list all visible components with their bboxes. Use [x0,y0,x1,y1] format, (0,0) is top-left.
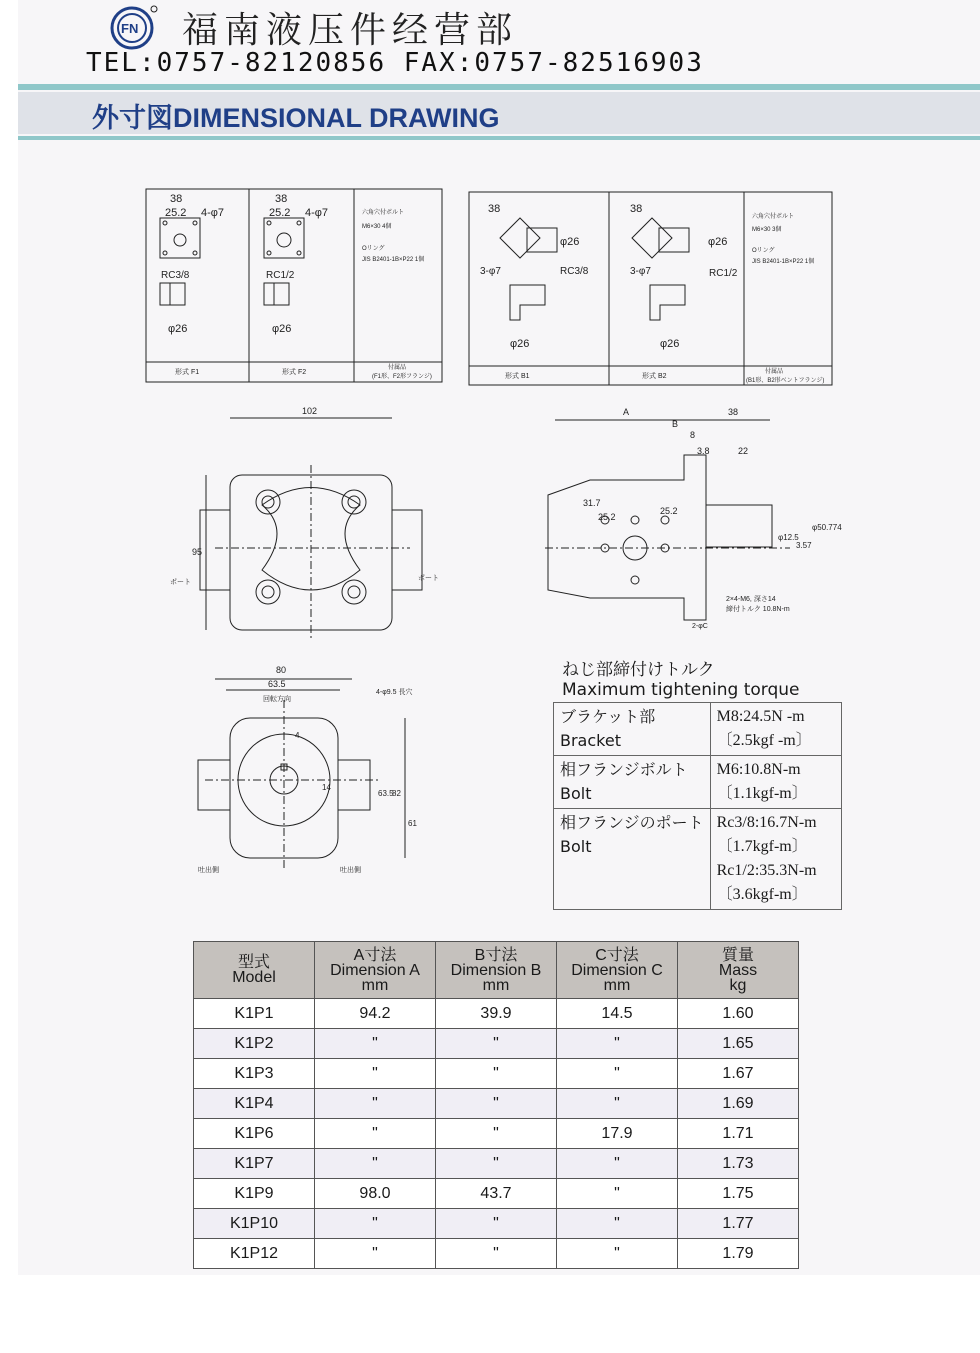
torque-title [562,660,800,700]
cell-model: K1P2 [194,1029,315,1059]
cell-dim-c: " [557,1209,678,1239]
table-row [194,1239,799,1269]
rear-view-drawing [198,679,405,868]
cell-mass: 1.69 [678,1089,799,1119]
b-bolt-spec: 六角穴付ボルト [752,214,795,220]
front-port-right: ポート [418,575,439,582]
cell-model: K1P6 [194,1119,315,1149]
rear-dim-82: 82 [392,789,401,798]
torque-row-flange-port [554,809,842,910]
f1-dim-25: 25.2 [165,207,187,219]
rear-dim-61: 61 [408,819,417,828]
b1-holes: 3-φ7 [480,266,501,277]
table-row [194,1179,799,1209]
cell-mass: 1.77 [678,1209,799,1239]
cell-mass: 1.60 [678,999,799,1029]
torque-table [553,702,842,910]
side-dim-25-2b: 25.2 [660,506,678,516]
f1-dim-phi: φ26 [168,323,188,335]
f2-dim-holes: 4-φ7 [305,207,329,219]
b2-port: RC1/2 [709,268,738,279]
rear-discharge-right: 吐出側 [340,867,361,874]
f2-label: 形式 F2 [282,369,307,376]
cell-model: K1P4 [194,1089,315,1119]
cell-model: K1P7 [194,1149,315,1179]
logo-text: FN [121,21,139,36]
torque-name-en: Bolt [560,837,592,856]
side-view-drawing [545,420,790,620]
company-name: 福南液压件经营部 [182,10,519,51]
cell-dim-a: " [315,1119,436,1149]
cell-dim-c: " [557,1239,678,1269]
torque-value: Rc1/2:35.3N-m [716,862,817,879]
torque-name-en: Bracket [560,731,621,750]
side-tap-torque: 締付トルク 10.8N-m [726,606,790,613]
side-dim-b: B [672,419,679,429]
cell-model: K1P3 [194,1059,315,1089]
torque-value: M6:10.8N-m [716,761,801,778]
side-dim-a: A [623,407,630,417]
torque-row-flange-bolt [554,756,842,809]
side-dim-38: 38 [728,407,739,417]
cell-dim-a: 98.0 [315,1179,436,1209]
section-title: 外寸図DIMENSIONAL DRAWING [92,103,500,133]
side-dim-8: 8 [690,430,696,440]
table-row [194,1089,799,1119]
cell-dim-a: 94.2 [315,999,436,1029]
torque-name-jp: 相フランジのポート [560,813,704,832]
b2-holes: 3-φ7 [630,266,651,277]
side-dim-3-57: 3.57 [796,541,812,550]
header-mass: 質量 Mass kg [678,942,799,999]
side-dim-3-8: 3.8 [697,446,710,456]
torque-name-jp: ブラケット部 [560,707,656,726]
f1-port: RC3/8 [161,270,190,281]
cell-dim-b: " [436,1149,557,1179]
cell-model: K1P1 [194,999,315,1029]
cell-dim-a: " [315,1029,436,1059]
side-shaft-dia: φ12.5 [778,533,799,542]
b-oring: Oリング [752,248,775,254]
rear-dim-63-5: 63.5 [268,679,286,689]
b1-dim-38: 38 [488,203,501,215]
b2-dim-phi: φ26 [708,236,728,248]
b-bolt-size: M6×30 3個 [752,227,782,233]
cell-dim-c: " [557,1029,678,1059]
torque-value: 〔1.7kgf-m〕 [716,838,808,855]
torque-value: 〔3.6kgf-m〕 [716,886,808,903]
cell-mass: 1.75 [678,1179,799,1209]
b-accessory-title: 付属品 [765,369,784,375]
cell-dim-a: " [315,1209,436,1239]
side-dim-c: 2-φC [692,623,708,630]
cell-dim-b: 43.7 [436,1179,557,1209]
cell-dim-b: " [436,1209,557,1239]
cell-dim-a: " [315,1149,436,1179]
b1-label: 形式 B1 [505,373,530,380]
front-port-left: ポート [170,579,191,586]
flange-f-panel [146,189,442,382]
side-dim-22: 22 [738,446,749,456]
cell-dim-a: " [315,1239,436,1269]
spec-table [193,941,799,1269]
side-tap-note: 2×4-M6, 深さ14 [726,596,776,603]
f-accessory-note: (F1形、F2形フランジ) [372,374,432,380]
torque-row-bracket [554,703,842,756]
cell-dim-b: " [436,1119,557,1149]
torque-name-jp: 相フランジボルト [560,760,688,779]
table-row [194,1209,799,1239]
front-width: 102 [302,406,318,416]
cell-dim-a: " [315,1089,436,1119]
cell-mass: 1.71 [678,1119,799,1149]
side-dim-25-2a: 25.2 [598,512,616,522]
table-row [194,1149,799,1179]
table-row [194,1029,799,1059]
f2-dim-25: 25.2 [269,207,291,219]
f2-port: RC1/2 [266,270,295,281]
table-row [194,1059,799,1089]
flange-b-panel [469,192,832,385]
cell-model: K1P9 [194,1179,315,1209]
b2-dim-phi26: φ26 [660,338,680,350]
cell-dim-a: " [315,1059,436,1089]
cell-dim-c: " [557,1179,678,1209]
rear-key: 4 [295,731,300,740]
cell-mass: 1.73 [678,1149,799,1179]
b-oring-spec: JIS B2401-1B×P22 1個 [752,259,815,265]
b1-dim-phi: φ26 [560,236,580,248]
side-pilot-dia: φ50.774 [812,523,842,532]
cell-dim-c: " [557,1149,678,1179]
torque-title-jp: ねじ部締付けトルク [562,660,715,680]
cell-dim-b: " [436,1089,557,1119]
side-dim-31-7: 31.7 [583,498,601,508]
cell-dim-c: " [557,1089,678,1119]
cell-dim-b: " [436,1239,557,1269]
torque-value: M8:24.5N -m [716,708,805,725]
b1-port: RC3/8 [560,266,589,277]
cell-mass: 1.67 [678,1059,799,1089]
table-row [194,999,799,1029]
torque-value: 〔2.5kgf -m〕 [716,732,812,749]
rear-discharge-left: 吐出側 [198,867,219,874]
b-accessory-note: (B1形、B2形ベントフランジ) [746,378,825,384]
rear-slot: 4-φ9.5 長穴 [376,689,413,696]
front-height: 95 [192,547,203,557]
f-bolt-spec: 六角穴付ボルト [362,210,405,216]
cell-mass: 1.79 [678,1239,799,1269]
f2-dim-phi: φ26 [272,323,292,335]
cell-dim-c: " [557,1059,678,1089]
b1-dim-phi26: φ26 [510,338,530,350]
rear-dim-80: 80 [276,665,287,675]
torque-title-en: Maximum tightening torque [562,680,800,700]
contact-line: TEL:0757-82120856 FAX:0757-82516903 [86,48,704,78]
rear-rotation: 回転方向 [263,696,291,703]
cell-model: K1P10 [194,1209,315,1239]
f1-label: 形式 F1 [175,369,200,376]
f2-dim-38: 38 [275,193,288,205]
cell-dim-b: " [436,1059,557,1089]
b2-dim-38: 38 [630,203,643,215]
front-view-drawing [200,418,422,640]
cell-mass: 1.65 [678,1029,799,1059]
f-accessory-title: 付属品 [388,365,407,371]
f-bolt-size: M6×30 4個 [362,224,392,230]
spec-header-row [194,942,799,999]
f1-dim-holes: 4-φ7 [201,207,225,219]
cell-dim-b: 39.9 [436,999,557,1029]
cell-dim-c: 14.5 [557,999,678,1029]
torque-value: Rc3/8:16.7N-m [716,814,817,831]
rear-dim-14: 14 [322,783,331,792]
header-dim-c: C寸法 Dimension C mm [557,942,678,999]
rear-dim-63-5v: 63.5 [378,789,394,798]
f-oring: Oリング [362,246,385,252]
header-model: 型式 Model [194,942,315,999]
table-row [194,1119,799,1149]
b2-label: 形式 B2 [642,373,667,380]
torque-value: 〔1.1kgf-m〕 [716,785,808,802]
f-oring-spec: JIS B2401-1B×P22 1個 [362,257,425,263]
torque-name-en: Bolt [560,784,592,803]
cell-model: K1P12 [194,1239,315,1269]
cell-dim-c: 17.9 [557,1119,678,1149]
f1-dim-38: 38 [170,193,183,205]
cell-dim-b: " [436,1029,557,1059]
header-dim-b: B寸法 Dimension B mm [436,942,557,999]
header-dim-a: A寸法 Dimension A mm [315,942,436,999]
